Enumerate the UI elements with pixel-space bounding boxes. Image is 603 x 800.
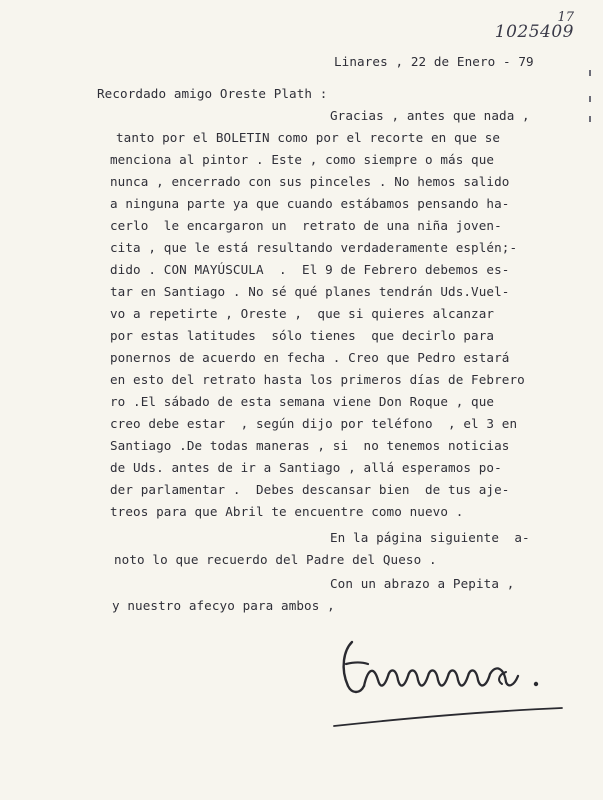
- body-line: creo debe estar , según dijo por teléfono , el 3 en: [110, 416, 518, 431]
- archive-stamp: [478, 10, 588, 46]
- date-line: Linares , 22 de Enero - 79: [334, 54, 534, 69]
- body-line: Gracias , antes que nada ,: [330, 108, 530, 123]
- body-line: cerlo le encargaron un retrato de una niña joven-: [110, 218, 502, 233]
- body-line: menciona al pintor . Este , como siempre o más que: [110, 152, 495, 167]
- archive-code-number: 1025409: [494, 22, 574, 42]
- body-line: ro .El sábado de esta semana viene Don Roque , que: [110, 394, 495, 409]
- closing-line: y nuestro afecyo para ambos ,: [112, 598, 335, 613]
- body-line: de Uds. antes de ir a Santiago , allá esperamos po-: [110, 460, 502, 475]
- body-line: a ninguna parte ya que cuando estábamos pensando ha-: [110, 196, 510, 211]
- closing-line: Con un abrazo a Pepita ,: [330, 576, 515, 591]
- body-line: treos para que Abril te encuentre como nuevo .: [110, 504, 464, 519]
- body-line: cita , que le está resultando verdaderamente esplén;-: [110, 240, 518, 255]
- body-line: ponernos de acuerdo en fecha . Creo que Pedro estará: [110, 350, 510, 365]
- body-line: tanto por el BOLETIN como por el recorte en que se: [116, 130, 501, 145]
- body-line: tar en Santiago . No sé qué planes tendrán Uds.Vuel-: [110, 284, 510, 299]
- body-line: dido . CON MAYÚSCULA . El 9 de Febrero debemos es-: [110, 262, 510, 277]
- body-line: Santiago .De todas maneras , si no tenemos noticias: [110, 438, 510, 453]
- body-line: nunca , encerrado con sus pinceles . No hemos salido: [110, 174, 510, 189]
- salutation: Recordado amigo Oreste Plath :: [97, 86, 328, 101]
- body-line: der parlamentar . Debes descansar bien de tus aje-: [110, 482, 510, 497]
- handwritten-signature-icon: [330, 628, 570, 738]
- closing-line: noto lo que recuerdo del Padre del Queso .: [114, 552, 437, 567]
- body-line: en esto del retrato hasta los primeros días de Febrero: [110, 372, 525, 387]
- edge-marks: [589, 70, 595, 130]
- archive-page-number: 17: [557, 10, 574, 25]
- closing-line: En la página siguiente a-: [330, 530, 530, 545]
- body-line: vo a repetirte , Oreste , que si quieres alcanzar: [110, 306, 495, 321]
- body-line: por estas latitudes sólo tienes que decirlo para: [110, 328, 495, 343]
